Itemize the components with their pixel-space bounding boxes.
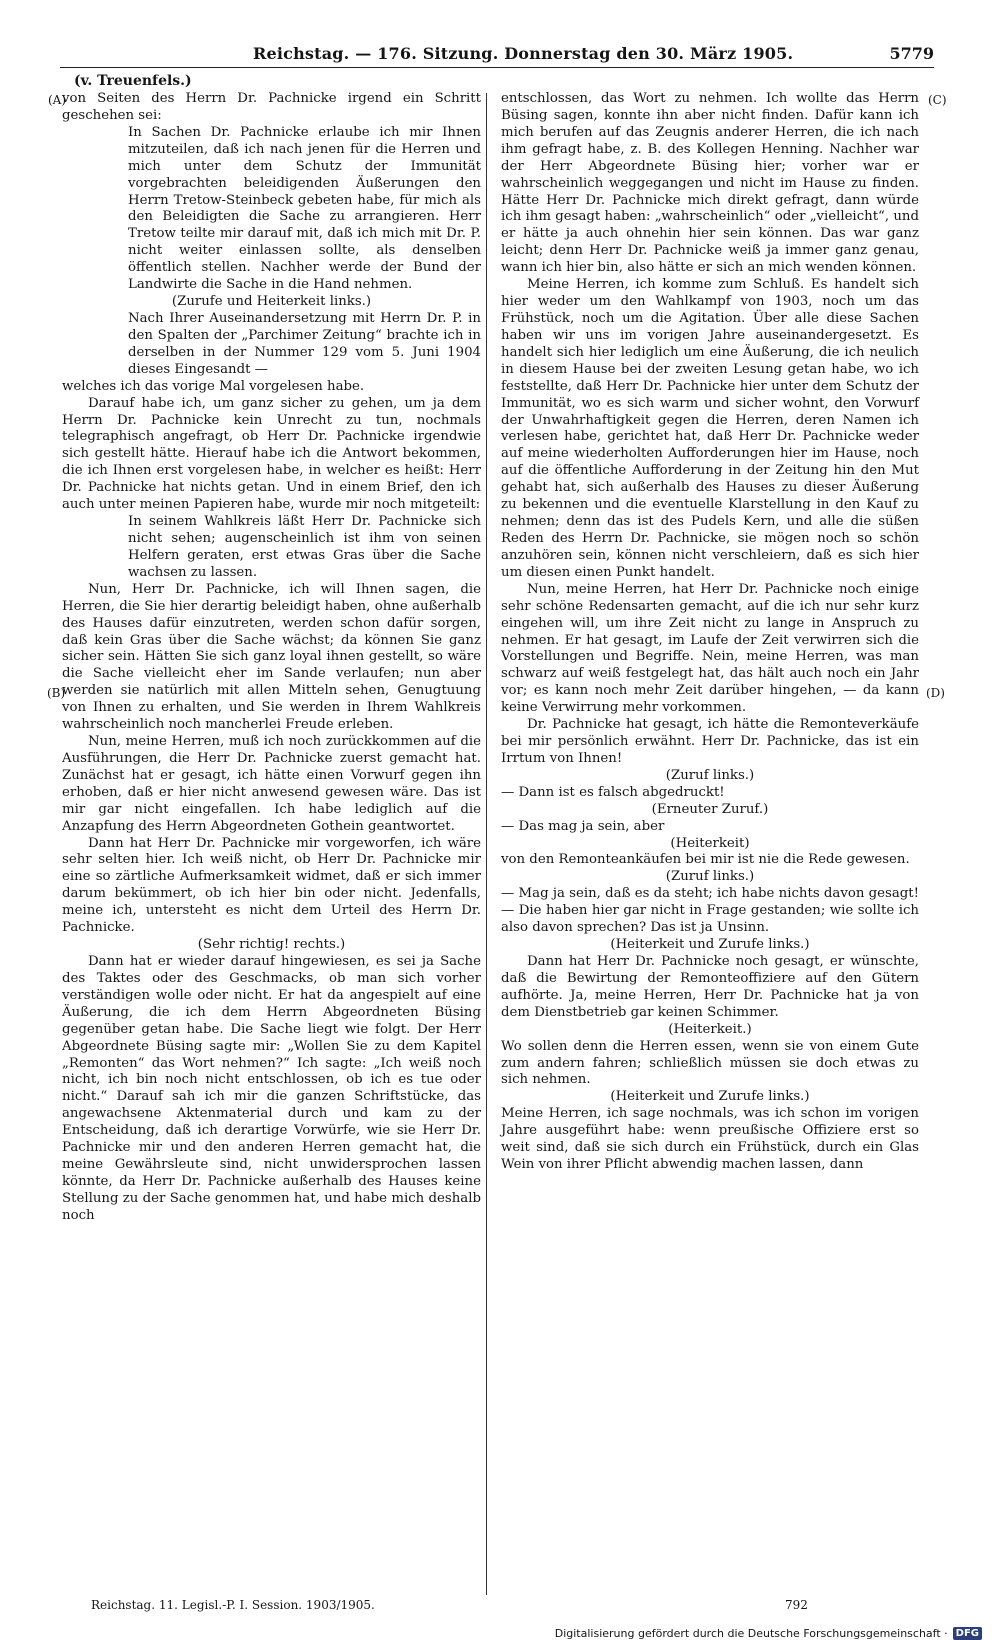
paragraph: — Dann ist es falsch abgedruckt! xyxy=(501,784,725,800)
margin-marker-a: (A) xyxy=(48,93,67,107)
footer-publication-info: Reichstag. 11. Legisl.-P. I. Session. 1903/1905. xyxy=(91,1598,375,1612)
paragraph: Darauf habe ich, um ganz sicher zu gehen, um ja dem Herrn Dr. Pachnicke kein Unrecht zu tun, nochmals telegraphisch angefragt, ob Herr Dr. Pachnicke irgendwie sich gestellt hätte. Hierauf habe ich die Antwort bekommen, die ich Ihnen erst vorgelesen habe, in welcher es heißt: Herr Dr. Pachnicke hat nichts getan. Und in einem Brief, den ich auch unter meinen Papieren habe, wurde mir noch mitgeteilt: xyxy=(62,395,481,513)
margin-marker-c: (C) xyxy=(928,93,947,107)
interjection: (Heiterkeit und Zurufe links.) xyxy=(610,937,810,953)
header-rule xyxy=(60,67,934,68)
interjection: (Zurufe und Heiterkeit links.) xyxy=(171,294,372,310)
dfg-logo: DFG xyxy=(953,1627,982,1640)
quoted-passage: Nach Ihrer Auseinandersetzung mit Herrn Dr. P. in den Spalten der „Parchimer Zeitung“ brachte ich in derselben in der Nummer 129 vom 5. Juni 1904 dieses Eingesandt — xyxy=(128,310,481,377)
margin-marker-d: (D) xyxy=(926,686,945,700)
paragraph: Wo sollen denn die Herren essen, wenn sie von einem Gute zum andern fahren; schließlich müssen sie doch etwas zu sich nehmen. xyxy=(501,1038,919,1088)
paragraph: — Mag ja sein, daß es da steht; ich habe nichts davon gesagt! — Die haben hier gar nicht in Frage gestanden; wie sollte ich also davon sprechen? Das ist ja Unsinn. xyxy=(501,886,919,936)
interjection: (Heiterkeit) xyxy=(670,835,750,851)
digitization-note xyxy=(555,1627,982,1640)
footer-signature: 792 xyxy=(785,1598,808,1612)
paragraph: Dr. Pachnicke hat gesagt, ich hätte die Remonteverkäufe bei mir persönlich erwähnt. Herr Dr. Pachnicke, das ist ein Irrtum von Ihnen! xyxy=(501,717,919,766)
column-divider xyxy=(486,93,487,1595)
digitization-note-text: Digitalisierung gefördert durch die Deutsche Forschungsgemeinschaft · xyxy=(554,1627,948,1640)
paragraph: Nun, meine Herren, hat Herr Dr. Pachnicke noch einige sehr schöne Redensarten gemacht, auf die ich nur sehr kurz eingehen will, um ihre Zeit nicht zu lange in Anspruch zu nehmen. Er hat gesagt, im Laufe der Zeit verwirren sich die Vorstellungen und Begriffe. Nein, meine Herren, was man schwarz auf weiß festgelegt hat, das hält auch noch ein Jahr vor; es kann noch mehr Zeit darüber hingehen, — da kann keine Verwirrung mehr vorkommen. xyxy=(501,581,919,716)
left-column xyxy=(62,91,481,1225)
paragraph: Nun, meine Herren, muß ich noch zurückkommen auf die Ausführungen, die Herr Dr. Pachnicke zuerst gemacht hat. Zunächst hat er gesagt, ich hätte einen Vorwurf gegen ihn erhoben, daß er hier nicht anwesend gewesen wäre. Das ist mir gar nicht eingefallen. Ich habe lediglich auf die Anzapfung des Herrn Abgeordneten Gothein geantwortet. xyxy=(62,734,481,834)
interjection: (Zuruf links.) xyxy=(665,869,755,885)
paragraph: Meine Herren, ich komme zum Schluß. Es handelt sich hier weder um den Wahlkampf von 1903, noch um das Frühstück, noch um die Agitation. Über alle diese Sachen haben wir uns im vorigen Jahre auseinandergesetzt. Es handelt sich hier lediglich um eine Äußerung, die ich neulich in diesem Hause bei der zweiten Lesung getan habe, wo ich feststellte, daß Herr Dr. Pachnicke hier unter dem Schutz der Immunität, wo es sich warm und sicher wohnt, den Vorwurf der Unwahrhaftigkeit gegen die Herren, deren Namen ich verlesen habe, gerichtet hat, daß Herr Dr. Pachnicke weder auf meine wiederholten Aufforderungen hier im Hause, noch auf die öffentliche Aufforderung in der Zeitung hin den Mut gehabt hat, sich außerhalb des Hauses zu dieser Äußerung zu bekennen und die eventuelle Klarstellung in den Kauf zu nehmen; denn das ist des Pudels Kern, und alle die süßen Reden des Herrn Dr. Pachnicke, sie mögen noch so schön anzuhören sein, können nicht verschleiern, daß es sich hier um diesen einen Punkt handelt. xyxy=(501,277,919,580)
paragraph: — Das mag ja sein, aber xyxy=(501,818,665,834)
paragraph: von Seiten des Herrn Dr. Pachnicke irgend ein Schritt geschehen sei: xyxy=(62,91,481,123)
paragraph: welches ich das vorige Mal vorgelesen habe. xyxy=(62,378,365,394)
interjection: (Zuruf links.) xyxy=(665,767,755,783)
paragraph: entschlossen, das Wort zu nehmen. Ich wollte das Herrn Büsing sagen, konnte ihn aber nicht finden. Dafür kann ich mich berufen auf das Zeugnis anderer Herren, die ich nach ihm gefragt habe, z. B. des Kollegen Henning. Nachher war der Herr Abgeordnete Büsing hier; vorher war er wahrscheinlich weggegangen und nicht im Hause zu finden. Hätte Herr Dr. Pachnicke mich direkt gefragt, dann würde ich ihm gesagt haben: „wahrscheinlich“ oder „vielleicht“, und er hätte ja auch ohnehin hier sein können. Das war ganz leicht; denn Herr Dr. Pachnicke weiß ja immer ganz genau, wann ich hier bin, also hätte er sich an mich wenden können. xyxy=(501,91,919,276)
interjection: (Sehr richtig! rechts.) xyxy=(197,937,346,953)
quoted-passage: In Sachen Dr. Pachnicke erlaube ich mir Ihnen mitzuteilen, daß ich nach jenen für die Herren und mich unter dem Schutz der Immunität vorgebrachten beleidigenden Äußerungen den Herrn Tretow-Steinbeck gebeten habe, für mich als den Beleidigten die Sache zu arrangieren. Herr Tretow teilte mir darauf mit, daß ich mich mit Dr. P. nicht weiter einlassen sollte, als denselben öffentlich stellen. Nachher werde der Bund der Landwirte die Sache in die Hand nehmen. xyxy=(128,124,481,293)
paragraph: Nun, Herr Dr. Pachnicke, ich will Ihnen sagen, die Herren, die Sie hier derartig beleidigt haben, ohne außerhalb des Hauses dafür einzutreten, werden schon dafür sorgen, daß kein Gras über die Sache wächst; da können Sie ganz sicher sein. Hätten Sie sich ganz loyal ihnen gestellt, so wäre die Sache vielleicht eher im Sande verlaufen; nun aber werden sie natürlich mit allen Mitteln sehen, Genugtuung von Ihnen zu erhalten, und Sie werden in Ihrem Wahlkreis wahrscheinlich noch mancherlei Freude erleben. xyxy=(62,581,481,733)
paragraph: von den Remonteankäufen bei mir ist nie die Rede gewesen. xyxy=(501,852,910,868)
right-column xyxy=(501,91,919,1174)
paragraph: Meine Herren, ich sage nochmals, was ich schon im vorigen Jahre ausgeführt habe: wenn preußische Offiziere erst so weit sind, daß sie sich durch ein Frühstück, durch ein Glas Wein von ihrer Pflicht abwendig machen lassen, dann xyxy=(501,1106,919,1173)
interjection: (Heiterkeit und Zurufe links.) xyxy=(610,1089,810,1105)
interjection: (Erneuter Zuruf.) xyxy=(651,801,769,817)
interjection: (Heiterkeit.) xyxy=(668,1021,752,1037)
page-number: 5779 xyxy=(889,44,934,63)
quoted-passage: In seinem Wahlkreis läßt Herr Dr. Pachnicke sich nicht sehen; augenscheinlich ist ihm von seinen Helfern geraten, erst etwas Gras über die Sache wachsen zu lassen. xyxy=(128,514,481,580)
speaker-tag: (v. Treuenfels.) xyxy=(74,73,192,89)
running-title: Reichstag. — 176. Sitzung. Donnerstag den 30. März 1905. xyxy=(253,44,794,63)
paragraph: Dann hat Herr Dr. Pachnicke noch gesagt, er wünschte, daß die Bewirtung der Remonteoffiziere auf den Gütern aufhörte. Ja, meine Herren, Herr Dr. Pachnicke hat ja von dem Dienstbetrieb gar keinen Schimmer. xyxy=(501,954,919,1020)
paragraph: Dann hat Herr Dr. Pachnicke mir vorgeworfen, ich wäre sehr selten hier. Ich weiß nicht, ob Herr Dr. Pachnicke mir eine so zärtliche Aufmerksamkeit widmet, daß er sich immer darum bekümmert, ob ich hier bin oder nicht. Jedenfalls, meine ich, untersteht es nicht dem Urteil des Herrn Dr. Pachnicke. xyxy=(62,835,481,936)
margin-marker-b: (B) xyxy=(47,686,66,700)
paragraph: Dann hat er wieder darauf hingewiesen, es sei ja Sache des Taktes oder des Geschmacks, ob man sich vorher verständigen wolle oder nicht. Er hat da angespielt auf eine Äußerung, die ich dem Herrn Abgeordneten Büsing gegenüber getan habe. Die Sache liegt wie folgt. Der Herr Abgeordnete Büsing sagte mir: „Wollen Sie zu dem Kapitel „Remonten“ das Wort nehmen?“ Ich sagte: „Ich weiß noch nicht, ich bin noch nicht entschlossen, ob ich es tue oder nicht.“ Darauf sah ich mir die ganzen Schriftstücke, das angewachsene Aktenmaterial durch und kam zu der Entscheidung, daß ich derartige Vorwürfe, wie sie Herr Dr. Pachnicke mir und den anderen Herren gemacht hat, die meine Gewährsleute sind, nicht unwidersprochen lassen könnte, da Herr Dr. Pachnicke außerhalb des Hauses keine Stellung zu der Sache genommen hat, und habe mich deshalb noch xyxy=(62,954,481,1223)
